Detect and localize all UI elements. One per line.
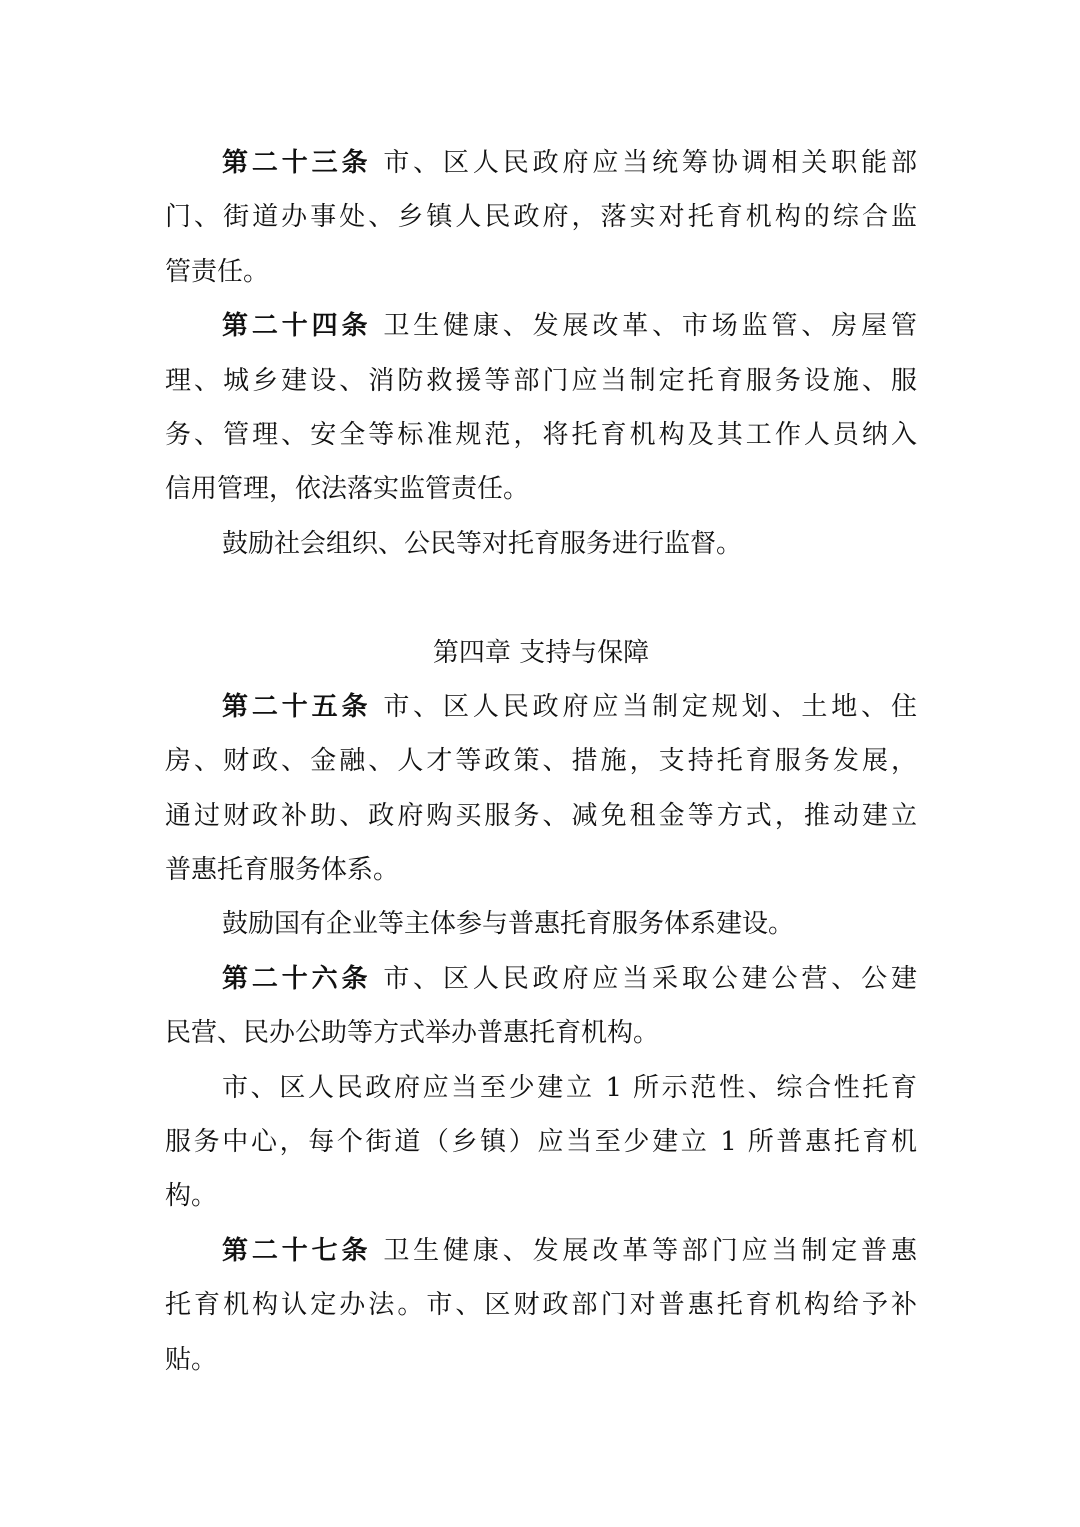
line-text: 市、区人民政府应当采取公建公营、公建: [383, 963, 917, 994]
line-text: 鼓励国有企业等主体参与普惠托育服务体系建设。: [222, 909, 795, 940]
line-text: 管责任。: [165, 256, 270, 287]
paragraph: [165, 517, 917, 571]
line-text: 构。: [165, 1181, 218, 1212]
text-line: [165, 952, 917, 1006]
text-line: [165, 843, 917, 897]
line-text: 卫生健康、发展改革等部门应当制定普惠: [383, 1235, 917, 1266]
line-text: 通过财政补助、政府购买服务、减免租金等方式，推动建立: [165, 800, 917, 831]
line-text: 门、街道办事处、乡镇人民政府，落实对托育机构的综合监: [165, 202, 917, 233]
line-text: 托育机构认定办法。市、区财政部门对普惠托育机构给予补: [165, 1290, 917, 1321]
line-text: 市、区人民政府应当统筹协调相关职能部: [383, 148, 917, 178]
line-text: 市、区人民政府应当至少建立 1 所示范性、综合性托育: [222, 1072, 917, 1103]
line-text: 理、城乡建设、消防救援等部门应当制定托育服务设施、服: [165, 365, 917, 396]
line-text: 服务中心，每个街道（乡镇）应当至少建立 1 所普惠托育机: [165, 1127, 917, 1158]
article-paragraph: [165, 952, 917, 1061]
paragraph: [165, 1061, 917, 1224]
text-line: [165, 1169, 917, 1223]
text-line: [165, 1278, 917, 1332]
line-text: 房、财政、金融、人才等政策、措施，支持托育服务发展，: [165, 746, 917, 777]
text-line: [165, 1224, 917, 1278]
line-text: 贴。: [165, 1344, 218, 1375]
article-number: 第二十五条: [222, 691, 372, 722]
text-line: [165, 136, 917, 190]
text-line: [165, 517, 917, 571]
line-text: 民营、民办公助等方式举办普惠托育机构。: [165, 1018, 660, 1049]
text-line: [165, 190, 917, 244]
text-line: [165, 1333, 917, 1387]
article-paragraph: [165, 299, 917, 517]
text-line: [165, 1115, 917, 1169]
line-text: 鼓励社会组织、公民等对托育服务进行监督。: [222, 528, 743, 559]
text-line: [165, 1006, 917, 1060]
line-text: 市、区人民政府应当制定规划、土地、住: [383, 691, 917, 722]
blank-line: [165, 571, 917, 625]
article-number: 第二十七条: [222, 1235, 372, 1266]
text-line: [165, 408, 917, 462]
article-paragraph: [165, 136, 917, 299]
line-text: 卫生健康、发展改革、市场监管、房屋管: [383, 311, 917, 342]
document-page: [165, 136, 917, 1387]
article-number: 第二十六条: [222, 963, 372, 994]
text-line: [165, 1061, 917, 1115]
article-paragraph: [165, 680, 917, 898]
text-line: [165, 789, 917, 843]
line-text: 信用管理，依法落实监管责任。: [165, 474, 530, 505]
text-line: [165, 680, 917, 734]
text-line: [165, 299, 917, 353]
article-paragraph: [165, 1224, 917, 1387]
chapter-title: 第四章 支持与保障: [432, 637, 650, 668]
text-line: [165, 734, 917, 788]
paragraph: [165, 897, 917, 951]
text-line: [165, 462, 917, 516]
text-line: [165, 245, 917, 299]
text-line: [165, 354, 917, 408]
line-text: 普惠托育服务体系。: [165, 855, 400, 886]
line-text: 务、管理、安全等标准规范，将托育机构及其工作人员纳入: [165, 419, 917, 450]
text-line: [165, 897, 917, 951]
article-number: 第二十三条: [222, 148, 372, 178]
article-number: 第二十四条: [222, 311, 372, 342]
